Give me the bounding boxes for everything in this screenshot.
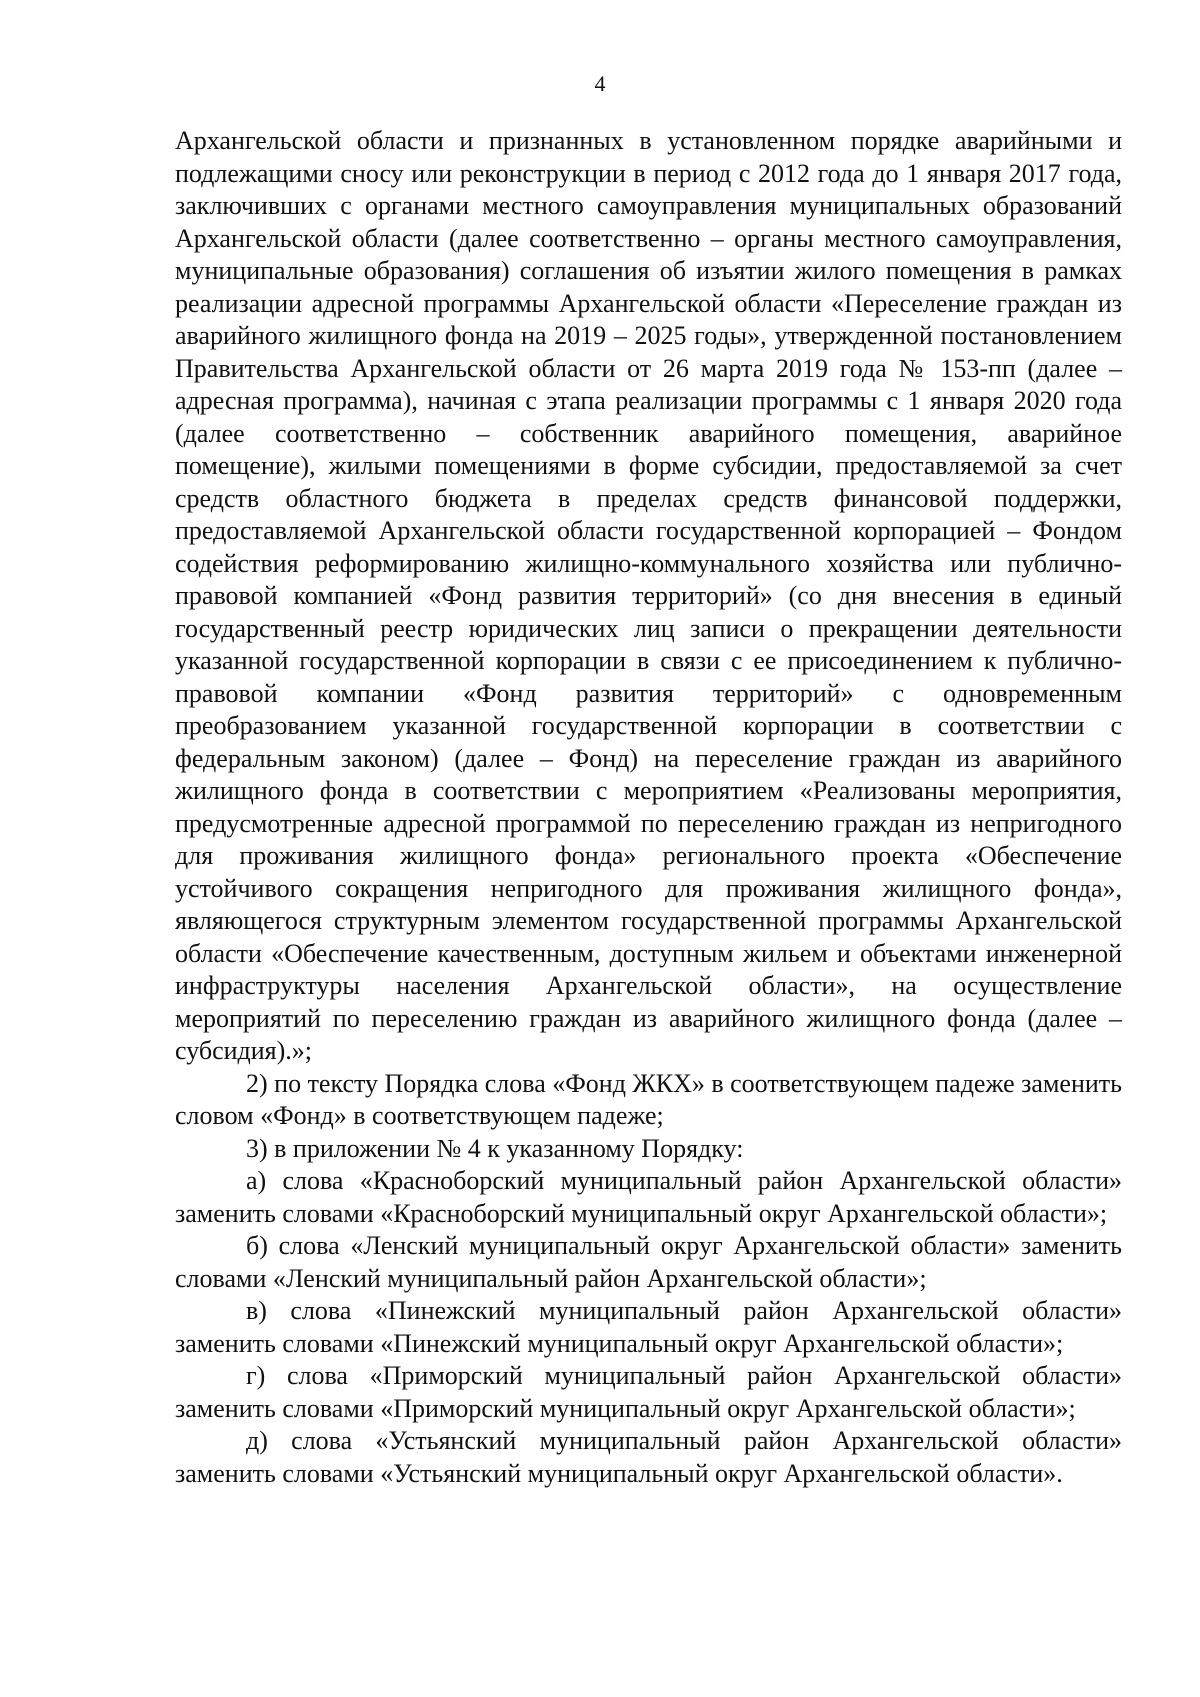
paragraph-continuation: Архангельской области и признанных в установленном порядке аварийными и подлежащими сносу или реконструкции в период с 2012 года до 1 января 2017 года, заключивших с органами местного самоуправления муниципальных образований Архангельской области (далее соответственно – органы местного самоуправления, муниципальные образования) соглашения об изъятии жилого помещения в рамках реализации адресной программы Архангельской области «Переселение граждан из аварийного жилищного фонда на 2019 – 2025 годы», утвержденной постановлением Правительства Архангельской области от 26 марта 2019 года № 153-пп (далее – адресная программа), начиная с этапа реализации программы с 1 января 2020 года (далее соответственно – собственник аварийного помещения, аварийное помещение), жилыми помещениями в форме субсидии, предоставляемой за счет средств областного бюджета в пределах средств финансовой поддержки, предоставляемой Архангельской области государственной корпорацией – Фондом содействия реформированию жилищно-коммунального хозяйства или публично-правовой компанией «Фонд развития территорий» (со дня внесения в единый государственный реестр юридических лиц записи о прекращении деятельности указанной государственной корпорации в связи с ее присоединением к публично-правовой компании «Фонд развития территорий» с одновременным преобразованием указанной государственной корпорации в соответствии с федеральным законом) (далее – Фонд) на переселение граждан из аварийного жилищного фонда в соответствии с мероприятием «Реализованы мероприятия, предусмотренные адресной программой по переселению граждан из непригодного для проживания жилищного фонда» регионального проекта «Обеспечение устойчивого сокращения непригодного для проживания жилищного фонда», являющегося структурным элементом государственной программы Архангельской области «Обеспечение качественным, доступным жильем и объектами инженерной инфраструктуры населения Архангельской области», на осуществление мероприятий по переселению граждан из аварийного жилищного фонда (далее – субсидия).»; bbox=[175, 126, 1122, 1065]
document-body bbox=[175, 125, 1122, 1490]
paragraph-subitem-b: б) слова «Ленский муниципальный округ Архангельской области» заменить словами «Ленский муниципальный район Архангельской области»; bbox=[175, 1231, 1122, 1293]
paragraph-subitem-g: г) слова «Приморский муниципальный район Архангельской области» заменить словами «Приморский муниципальный округ Архангельской области»; bbox=[175, 1361, 1122, 1423]
paragraph-item-2: 2) по тексту Порядка слова «Фонд ЖКХ» в соответствующем падеже заменить словом «Фонд» в соответствующем падеже; bbox=[175, 1068, 1122, 1130]
paragraph-subitem-a: а) слова «Красноборский муниципальный район Архангельской области» заменить словами «Красноборский муниципальный округ Архангельской области»; bbox=[175, 1166, 1122, 1228]
paragraph-subitem-v: в) слова «Пинежский муниципальный район Архангельской области» заменить словами «Пинежский муниципальный округ Архангельской области»; bbox=[175, 1296, 1122, 1358]
page-number: 4 bbox=[594, 71, 606, 96]
paragraph-subitem-d: д) слова «Устьянский муниципальный район Архангельской области» заменить словами «Устьянский муниципальный округ Архангельской области». bbox=[175, 1426, 1122, 1488]
paragraph-item-3: 3) в приложении № 4 к указанному Порядку: bbox=[246, 1133, 744, 1163]
